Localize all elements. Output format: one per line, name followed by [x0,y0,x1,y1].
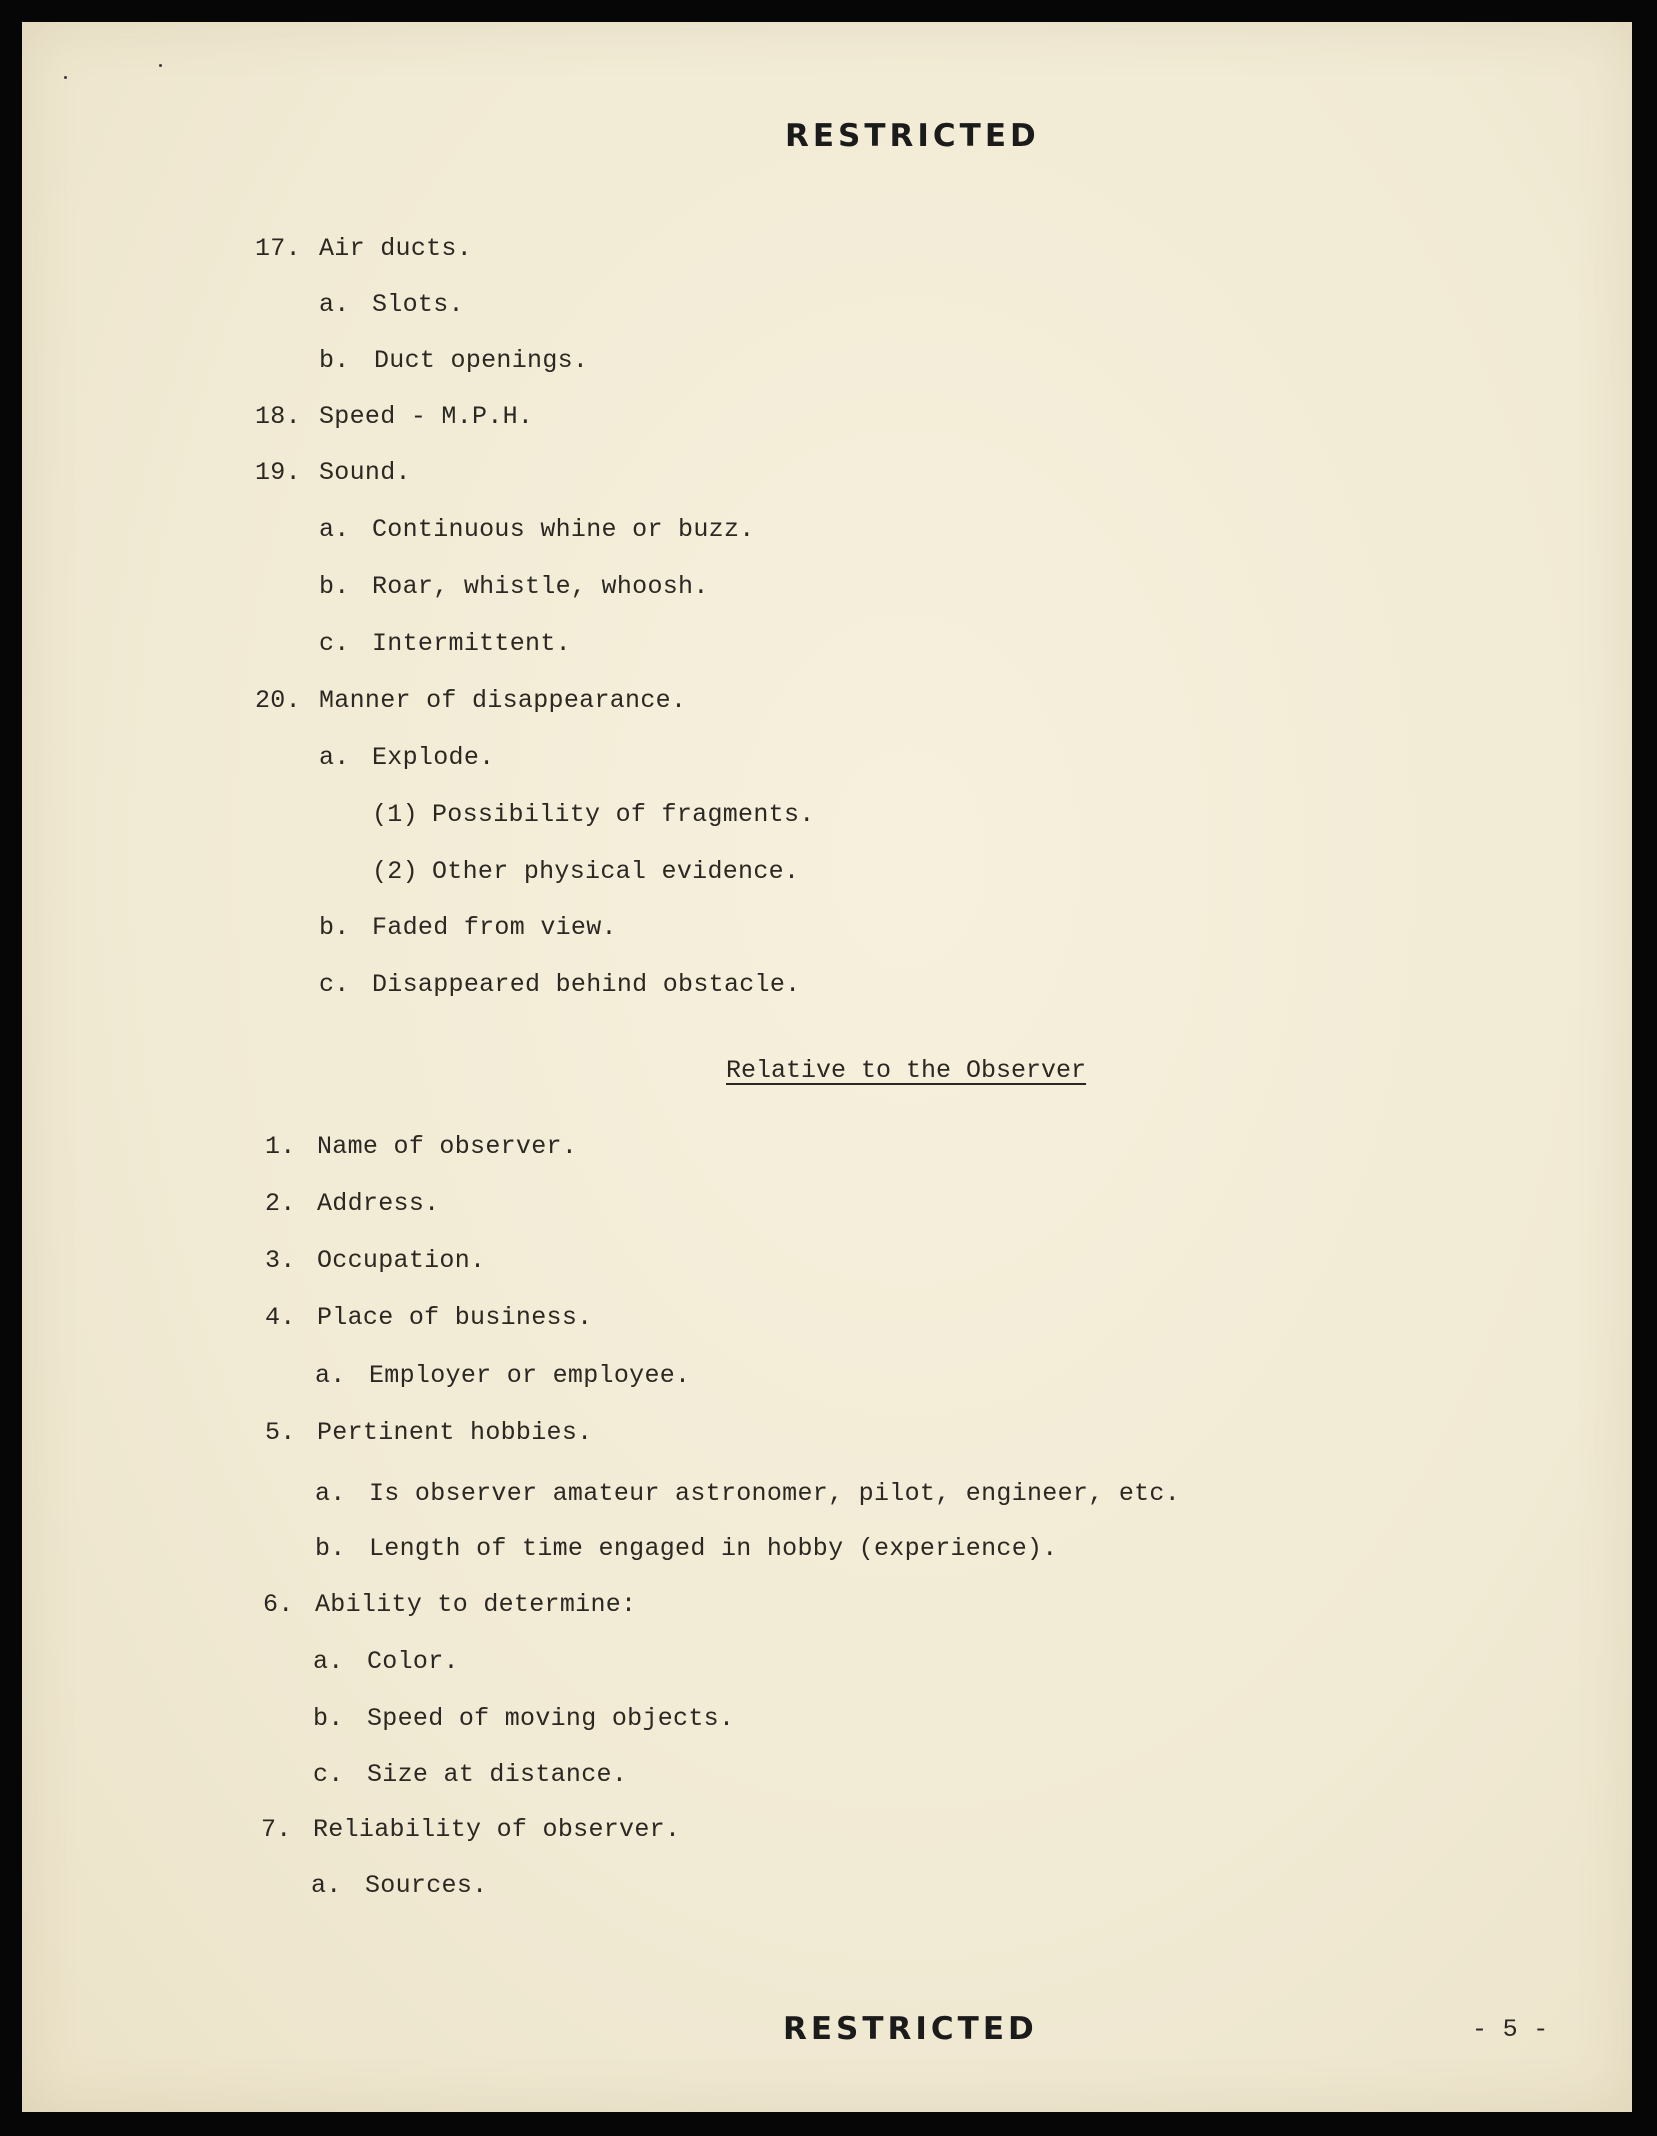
observer-item-4a-marker: a. [315,1361,346,1390]
item-17b-marker: b. [319,346,350,375]
item-17a-marker: a. [319,290,350,319]
observer-item-7a-text: Sources. [365,1871,488,1900]
item-19c-text: Intermittent. [372,629,571,658]
item-20-marker: 20. [255,686,301,715]
item-17b-text: Duct openings. [374,346,589,375]
section-heading: Relative to the Observer [726,1056,1087,1085]
observer-item-6-text: Ability to determine: [315,1590,637,1619]
observer-item-3-text: Occupation. [317,1246,486,1275]
observer-item-5b-marker: b. [315,1534,346,1563]
item-18-marker: 18. [255,402,301,431]
item-20c-text: Disappeared behind obstacle. [372,970,801,999]
item-19-marker: 19. [255,458,301,487]
item-20a-marker: a. [319,743,350,772]
item-20b-marker: b. [319,913,350,942]
observer-item-1-text: Name of observer. [317,1132,578,1161]
observer-item-5-marker: 5. [265,1418,296,1447]
footer-classification: RESTRICTED [783,2011,1038,2047]
observer-item-7a-marker: a. [311,1871,342,1900]
item-20c-marker: c. [319,970,350,999]
item-20-text: Manner of disappearance. [319,686,687,715]
header-classification: RESTRICTED [785,118,1040,154]
observer-item-5-text: Pertinent hobbies. [317,1418,593,1447]
item-17-text: Air ducts. [319,234,473,263]
observer-item-6c-marker: c. [313,1760,344,1789]
item-19-text: Sound. [319,458,411,487]
item-20b-text: Faded from view. [372,913,617,942]
observer-item-6b-marker: b. [313,1704,344,1733]
observer-item-6a-text: Color. [367,1647,459,1676]
item-19b-marker: b. [319,572,350,601]
observer-item-1-marker: 1. [265,1132,296,1161]
observer-item-6a-marker: a. [313,1647,344,1676]
item-20a-text: Explode. [372,743,495,772]
item-20a1-marker: (1) [372,800,418,829]
observer-item-5a-marker: a. [315,1479,346,1508]
item-18-text: Speed - M.P.H. [319,402,534,431]
observer-item-7-marker: 7. [261,1815,292,1844]
observer-item-5b-text: Length of time engaged in hobby (experience). [369,1534,1058,1563]
observer-item-6b-text: Speed of moving objects. [367,1704,735,1733]
document-page [22,22,1632,2112]
observer-item-7-text: Reliability of observer. [313,1815,681,1844]
observer-item-2-text: Address. [317,1189,440,1218]
item-20a2-marker: (2) [372,857,418,886]
item-20a2-text: Other physical evidence. [432,857,800,886]
item-19c-marker: c. [319,629,350,658]
item-19a-marker: a. [319,515,350,544]
observer-item-2-marker: 2. [265,1189,296,1218]
observer-item-6-marker: 6. [263,1590,294,1619]
item-20a1-text: Possibility of fragments. [432,800,815,829]
observer-item-4-text: Place of business. [317,1303,593,1332]
observer-item-4-marker: 4. [265,1303,296,1332]
page-number: - 5 - [1472,2015,1549,2044]
observer-item-3-marker: 3. [265,1246,296,1275]
observer-item-4a-text: Employer or employee. [369,1361,691,1390]
item-17a-text: Slots. [372,290,464,319]
observer-item-5a-text: Is observer amateur astronomer, pilot, engineer, etc. [369,1479,1181,1508]
observer-item-6c-text: Size at distance. [367,1760,628,1789]
item-19b-text: Roar, whistle, whoosh. [372,572,709,601]
item-17-marker: 17. [255,234,301,263]
item-19a-text: Continuous whine or buzz. [372,515,755,544]
